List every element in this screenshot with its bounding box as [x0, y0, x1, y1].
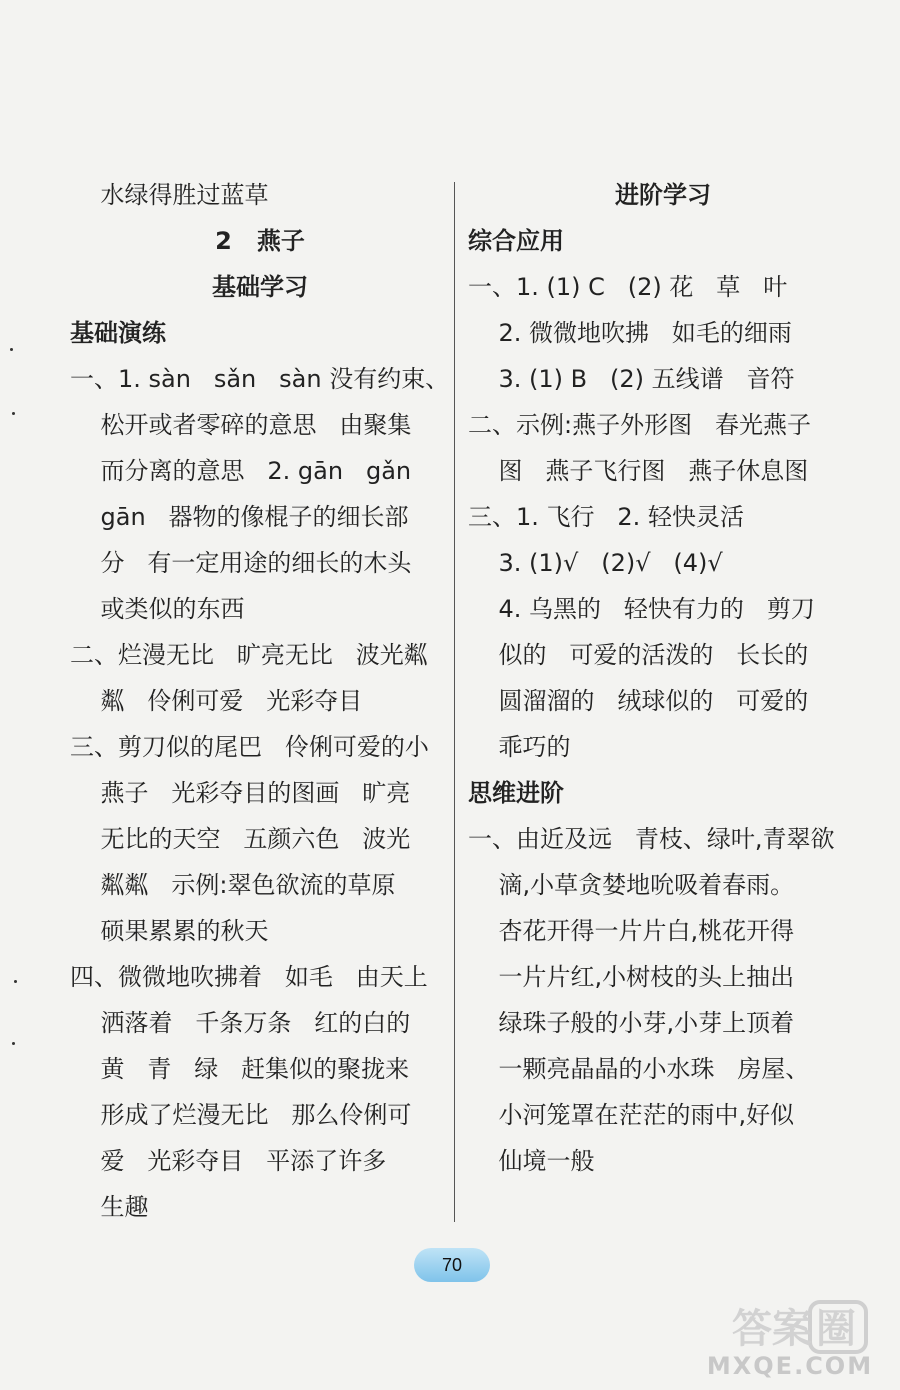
left-line: 燕子 光彩夺目的图画 旷亮	[70, 779, 411, 807]
right-section-title: 思维进阶	[468, 779, 564, 807]
right-line: 一片片红,小树枝的头上抽出	[468, 963, 795, 991]
right-column	[468, 172, 858, 1184]
right-line: 二、示例:燕子外形图 春光燕子	[468, 411, 811, 439]
left-section-title: 基础演练	[70, 319, 166, 347]
left-line: 黄 青 绿 赶集似的聚拢来	[70, 1055, 410, 1083]
right-line: 圆溜溜的 绒球似的 可爱的	[468, 687, 809, 715]
left-heading: 2 燕子	[215, 227, 305, 255]
watermark-url: MXQE.COM	[706, 1352, 874, 1380]
left-line: 硕果累累的秋天	[70, 917, 269, 945]
right-line: 杏花开得一片片白,桃花开得	[468, 917, 795, 945]
left-line: 一、1. sàn sǎn sàn 没有约束、	[70, 365, 450, 393]
left-line: 分 有一定用途的细长的木头	[70, 549, 412, 577]
right-heading: 进阶学习	[615, 181, 711, 209]
right-line: 一、1. (1) C (2) 花 草 叶	[468, 273, 788, 301]
page-number: 70	[414, 1248, 490, 1282]
left-line: 生趣	[70, 1193, 149, 1221]
right-line: 4. 乌黑的 轻快有力的 剪刀	[468, 595, 815, 623]
left-line: 松开或者零碎的意思 由聚集	[70, 411, 412, 439]
left-line: 粼 伶俐可爱 光彩夺目	[70, 687, 363, 715]
right-section-title: 综合应用	[468, 227, 564, 255]
right-line: 似的 可爱的活泼的 长长的	[468, 641, 809, 669]
right-line: 滴,小草贪婪地吮吸着春雨。	[468, 871, 795, 899]
watermark-seal-icon	[690, 1300, 890, 1356]
right-line: 3. (1) B (2) 五线谱 音符	[468, 365, 795, 393]
margin-mark	[12, 1042, 15, 1045]
svg-text:答案: 答案	[732, 1306, 812, 1352]
column-divider	[454, 182, 455, 1222]
right-line: 三、1. 飞行 2. 轻快灵活	[468, 503, 744, 531]
right-line: 仙境一般	[468, 1147, 595, 1175]
left-heading: 基础学习	[212, 273, 308, 301]
left-line: 爱 光彩夺目 平添了许多	[70, 1147, 387, 1175]
watermark-logo	[690, 1300, 890, 1380]
left-line: 三、剪刀似的尾巴 伶俐可爱的小	[70, 733, 429, 761]
left-line: 而分离的意思 2. gān gǎn	[70, 457, 412, 485]
left-line: 形成了烂漫无比 那么伶俐可	[70, 1101, 412, 1129]
right-line: 2. 微微地吹拂 如毛的细雨	[468, 319, 792, 347]
left-line: 四、微微地吹拂着 如毛 由天上	[70, 963, 428, 991]
right-line: 绿珠子般的小芽,小芽上顶着	[468, 1009, 795, 1037]
margin-mark	[14, 980, 17, 983]
left-line: 或类似的东西	[70, 595, 245, 623]
left-line: 洒落着 千条万条 红的白的	[70, 1009, 411, 1037]
right-line: 乖巧的	[468, 733, 571, 761]
margin-mark	[10, 348, 13, 351]
left-column	[70, 172, 450, 1230]
right-line: 一、由近及远 青枝、绿叶,青翠欲	[468, 825, 835, 853]
left-line: 二、烂漫无比 旷亮无比 波光粼	[70, 641, 428, 669]
left-line: 粼粼 示例:翠色欲流的草原	[70, 871, 396, 899]
right-line: 3. (1)√ (2)√ (4)√	[468, 549, 723, 577]
right-line: 小河笼罩在茫茫的雨中,好似	[468, 1101, 795, 1129]
right-line: 一颗亮晶晶的小水珠 房屋、	[468, 1055, 810, 1083]
svg-text:圈: 圈	[816, 1306, 856, 1352]
right-line: 图 燕子飞行图 燕子休息图	[468, 457, 809, 485]
left-line: 无比的天空 五颜六色 波光	[70, 825, 411, 853]
left-line: gān 器物的像棍子的细长部	[70, 503, 409, 531]
left-line: 水绿得胜过蓝草	[70, 181, 269, 209]
margin-mark	[12, 412, 15, 415]
